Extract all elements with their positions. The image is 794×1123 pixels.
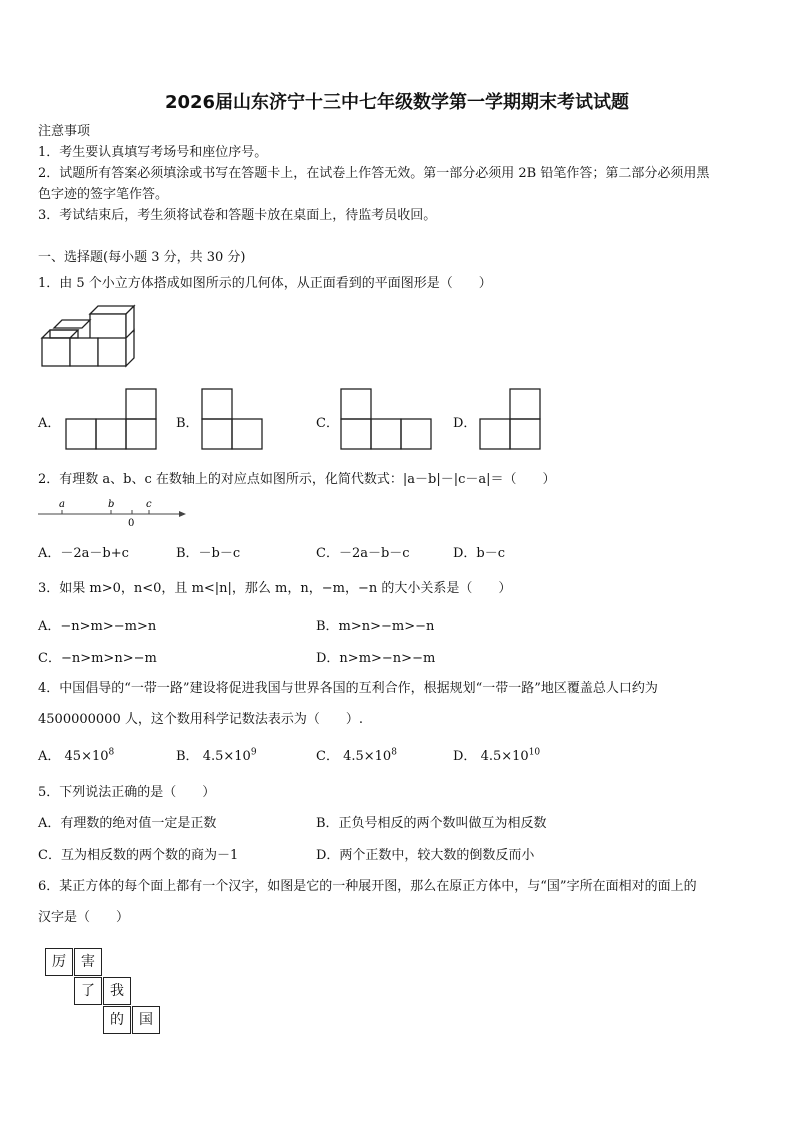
axis-label-zero: 0 — [128, 518, 135, 528]
option: C．互为相反数的两个数的商为－1 — [38, 848, 239, 863]
number-line — [36, 496, 190, 528]
option — [38, 745, 114, 764]
option-base: 45×10 — [64, 749, 109, 764]
notes-heading: 注意事项 — [38, 124, 91, 139]
option: D．n>m>−n>−m — [316, 651, 436, 666]
net-cell: 害 — [74, 948, 102, 976]
option-exponent: 9 — [250, 747, 257, 758]
axis-label-b: b — [108, 499, 115, 510]
option-a-figure — [64, 386, 158, 452]
option-label: C． — [316, 416, 339, 431]
note-item: 色字迹的签字笔作答。 — [38, 187, 169, 202]
option-label: A． — [38, 416, 61, 431]
option-b-figure — [200, 386, 264, 452]
option: A．－2a－b+c — [38, 546, 129, 561]
option-c-figure — [339, 386, 433, 452]
option-label: D． — [453, 416, 477, 431]
page-title: 2026届山东济宁十三中七年级数学第一学期期末考试试题 — [164, 92, 630, 113]
axis-label-a: a — [59, 499, 65, 510]
note-item: 3．考试结束后，考生须将试卷和答题卡放在桌面上，待监考员收回。 — [38, 208, 437, 223]
option: A．有理数的绝对值一定是正数 — [38, 816, 217, 831]
option-exponent: 8 — [108, 747, 115, 758]
question-6-stem: 6．某正方体的每个面上都有一个汉字，如图是它的一种展开图，那么在原正方体中，与“国”字所在面相对的面上的 — [38, 879, 697, 894]
option: D．b－c — [453, 546, 506, 561]
option-label: C． — [316, 749, 339, 764]
option: B．－b－c — [176, 546, 241, 561]
option-exponent: 8 — [391, 747, 397, 758]
question-5-stem: 5．下列说法正确的是（ ） — [38, 785, 216, 800]
option-base: 4.5×10 — [202, 749, 251, 764]
option-exponent: 10 — [528, 747, 541, 758]
option-base: 4.5×10 — [480, 749, 529, 764]
option-label: A． — [38, 749, 61, 764]
option: B．m>n>−m>−n — [316, 619, 435, 634]
question-3-stem: 3．如果 m>0，n<0，且 m<|n|，那么 m，n，−m，−n 的大小关系是（ ） — [38, 581, 512, 596]
option-base: 4.5×10 — [343, 749, 392, 764]
net-cell: 了 — [74, 977, 102, 1005]
question-6-stem-cont: 汉字是（ ） — [38, 910, 130, 925]
option: A．−n>m>−m>n — [38, 619, 157, 634]
net-cell: 我 — [103, 977, 131, 1005]
option — [316, 745, 397, 764]
option: D．两个正数中，较大数的倒数反而小 — [316, 848, 535, 863]
net-cell: 国 — [132, 1006, 160, 1034]
axis-label-c: c — [146, 499, 152, 510]
option-label: B． — [176, 749, 199, 764]
option — [176, 745, 257, 764]
question-2-stem: 2．有理数 a、b、c 在数轴上的对应点如图所示，化简代数式：|a－b|－|c－a|＝（ ） — [38, 472, 556, 487]
option: C．−n>m>n>−m — [38, 651, 157, 666]
cube-solid-figure — [38, 304, 138, 370]
option: C．－2a－b－c — [316, 546, 410, 561]
option: B．正负号相反的两个数叫做互为相反数 — [316, 816, 547, 831]
section-heading: 一、选择题(每小题 3 分，共 30 分) — [38, 250, 246, 265]
note-item: 1．考生要认真填写考场号和座位序号。 — [38, 145, 268, 160]
option-label: D． — [453, 749, 477, 764]
option — [453, 745, 540, 764]
option-label: B． — [176, 416, 199, 431]
note-item: 2．试题所有答案必须填涂或书写在答题卡上，在试卷上作答无效。第一部分必须用 2B 铅笔作答；第二部分必须用黑 — [38, 166, 710, 181]
question-1-stem: 1．由 5 个小立方体搭成如图所示的几何体，从正面看到的平面图形是（ ） — [38, 276, 492, 291]
net-cell: 的 — [103, 1006, 131, 1034]
question-4-stem: 4．中国倡导的“一带一路”建设将促进我国与世界各国的互利合作，根据规划“一带一路”地区覆盖总人口约为 — [38, 681, 658, 696]
question-4-stem-cont: 4500000000 人，这个数用科学记数法表示为（ ）. — [38, 712, 363, 727]
option-d-figure — [478, 386, 542, 452]
net-cell: 厉 — [45, 948, 73, 976]
